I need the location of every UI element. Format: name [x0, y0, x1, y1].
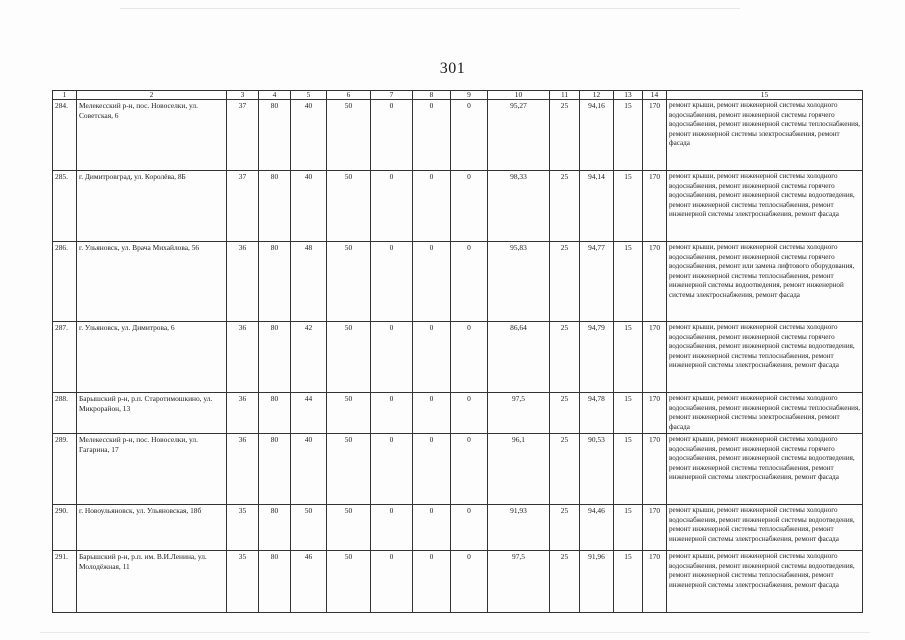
value-col-5: 40 [291, 171, 327, 242]
value-col-4: 80 [259, 551, 291, 613]
value-col-3: 36 [227, 242, 259, 322]
value-col-5: 40 [291, 100, 327, 171]
value-col-6: 50 [327, 505, 371, 551]
table-row [53, 393, 863, 434]
value-col-8: 0 [413, 242, 451, 322]
value-col-10: 96,1 [488, 434, 550, 505]
value-col-10: 86,64 [488, 322, 550, 393]
value-col-6: 50 [327, 393, 371, 434]
value-col-9: 0 [451, 322, 488, 393]
value-col-7: 0 [371, 551, 413, 613]
value-col-6: 50 [327, 434, 371, 505]
works-description: ремонт крыши, ремонт инженерной системы холодного водоснабжения, ремонт инженерной системы горячего водоснабжения, ремонт инженерной системы водоотведения, ремонт инженерной системы теплоснабжения, ремонт инженерной системы электроснабжения, ремонт фасада [667, 434, 863, 505]
value-col-6: 50 [327, 322, 371, 393]
value-col-7: 0 [371, 171, 413, 242]
value-col-8: 0 [413, 171, 451, 242]
value-col-5: 48 [291, 242, 327, 322]
works-description: ремонт крыши, ремонт инженерной системы холодного водоснабжения, ремонт инженерной системы горячего водоснабжения, ремонт инженерной системы водоотведения, ремонт инженерной системы теплоснабжения, ремонт инженерной системы электроснабжения, ремонт фасада [667, 171, 863, 242]
value-col-9: 0 [451, 242, 488, 322]
value-col-4: 80 [259, 322, 291, 393]
value-col-5: 50 [291, 505, 327, 551]
value-col-8: 0 [413, 322, 451, 393]
value-col-6: 50 [327, 171, 371, 242]
column-header-13: 13 [614, 91, 643, 100]
column-header-6: 6 [327, 91, 371, 100]
value-col-11: 25 [550, 322, 580, 393]
value-col-3: 37 [227, 100, 259, 171]
value-col-10: 95,27 [488, 100, 550, 171]
value-col-12: 91,96 [580, 551, 614, 613]
value-col-7: 0 [371, 322, 413, 393]
value-col-7: 0 [371, 505, 413, 551]
value-col-3: 35 [227, 505, 259, 551]
value-col-12: 94,14 [580, 171, 614, 242]
value-col-11: 25 [550, 100, 580, 171]
value-col-14: 170 [643, 434, 667, 505]
value-col-10: 95,83 [488, 242, 550, 322]
value-col-10: 98,33 [488, 171, 550, 242]
works-description: ремонт крыши, ремонт инженерной системы холодного водоснабжения, ремонт инженерной системы горячего водоснабжения, ремонт или замена лифтового оборудования, ремонт инженерной системы теплоснабжения, ремонт инженерной системы водоотведения, ремонт инженерной системы электроснабжения, ремонт фасада [667, 242, 863, 322]
value-col-3: 37 [227, 171, 259, 242]
table-row [53, 242, 863, 322]
address-cell: Мелекесский р-н, пос. Новоселки, ул. Советская, 6 [77, 100, 227, 171]
value-col-11: 25 [550, 551, 580, 613]
column-header-1: 1 [53, 91, 77, 100]
value-col-7: 0 [371, 242, 413, 322]
address-cell: г. Димитровград, ул. Королёва, 8Б [77, 171, 227, 242]
page-number: 301 [439, 60, 466, 77]
table-row [53, 100, 863, 171]
value-col-5: 40 [291, 434, 327, 505]
value-col-6: 50 [327, 100, 371, 171]
address-cell: Барышский р-н, р.п. им. В.И.Ленина, ул. Молодёжная, 11 [77, 551, 227, 613]
value-col-9: 0 [451, 505, 488, 551]
value-col-3: 36 [227, 434, 259, 505]
value-col-13: 15 [614, 434, 643, 505]
value-col-8: 0 [413, 551, 451, 613]
value-col-12: 94,77 [580, 242, 614, 322]
table-header-row [53, 91, 863, 100]
value-col-14: 170 [643, 322, 667, 393]
works-description: ремонт крыши, ремонт инженерной системы холодного водоснабжения, ремонт инженерной системы теплоснабжения, ремонт инженерной системы электроснабжения, ремонт фасада [667, 393, 863, 434]
table-row [53, 322, 863, 393]
table-row [53, 434, 863, 505]
value-col-9: 0 [451, 551, 488, 613]
value-col-11: 25 [550, 242, 580, 322]
column-header-7: 7 [371, 91, 413, 100]
table-row [53, 551, 863, 613]
column-header-4: 4 [259, 91, 291, 100]
address-cell: г. Ульяновск, ул. Димитрова, 6 [77, 322, 227, 393]
value-col-8: 0 [413, 505, 451, 551]
value-col-13: 15 [614, 393, 643, 434]
row-number: 290. [53, 505, 77, 551]
value-col-14: 170 [643, 551, 667, 613]
column-header-3: 3 [227, 91, 259, 100]
value-col-8: 0 [413, 434, 451, 505]
row-number: 285. [53, 171, 77, 242]
value-col-3: 36 [227, 322, 259, 393]
column-header-15: 15 [667, 91, 863, 100]
value-col-6: 50 [327, 242, 371, 322]
works-description: ремонт крыши, ремонт инженерной системы холодного водоснабжения, ремонт инженерной системы горячего водоснабжения, ремонт инженерной системы теплоснабжения, ремонт инженерной системы электроснабжения, ремонт фасада [667, 100, 863, 171]
value-col-9: 0 [451, 171, 488, 242]
value-col-5: 44 [291, 393, 327, 434]
row-number: 286. [53, 242, 77, 322]
value-col-7: 0 [371, 434, 413, 505]
works-description: ремонт крыши, ремонт инженерной системы холодного водоснабжения, ремонт инженерной системы водоотведения, ремонт инженерной системы теплоснабжения, ремонт инженерной системы электроснабжения, ремонт фасада [667, 551, 863, 613]
table-row [53, 505, 863, 551]
value-col-14: 170 [643, 393, 667, 434]
row-number: 287. [53, 322, 77, 393]
address-cell: Барышский р-н, р.п. Старотимошкино, ул. Микрорайон, 13 [77, 393, 227, 434]
value-col-9: 0 [451, 393, 488, 434]
value-col-12: 94,79 [580, 322, 614, 393]
value-col-5: 46 [291, 551, 327, 613]
value-col-13: 15 [614, 322, 643, 393]
column-header-11: 11 [550, 91, 580, 100]
value-col-12: 90,53 [580, 434, 614, 505]
value-col-13: 15 [614, 505, 643, 551]
value-col-10: 91,93 [488, 505, 550, 551]
column-header-2: 2 [77, 91, 227, 100]
table-body [53, 100, 863, 613]
value-col-8: 0 [413, 393, 451, 434]
column-header-10: 10 [488, 91, 550, 100]
value-col-4: 80 [259, 171, 291, 242]
value-col-4: 80 [259, 393, 291, 434]
value-col-13: 15 [614, 100, 643, 171]
value-col-10: 97,5 [488, 551, 550, 613]
row-number: 284. [53, 100, 77, 171]
value-col-14: 170 [643, 100, 667, 171]
value-col-4: 80 [259, 505, 291, 551]
column-header-14: 14 [643, 91, 667, 100]
row-number: 291. [53, 551, 77, 613]
value-col-11: 25 [550, 393, 580, 434]
column-header-8: 8 [413, 91, 451, 100]
table-row [53, 171, 863, 242]
row-number: 288. [53, 393, 77, 434]
address-cell: г. Ульяновск, ул. Врача Михайлова, 56 [77, 242, 227, 322]
value-col-14: 170 [643, 171, 667, 242]
value-col-11: 25 [550, 171, 580, 242]
value-col-4: 80 [259, 434, 291, 505]
value-col-4: 80 [259, 242, 291, 322]
address-cell: Мелекесский р-н, пос. Новоселки, ул. Гагарина, 17 [77, 434, 227, 505]
value-col-4: 80 [259, 100, 291, 171]
value-col-6: 50 [327, 551, 371, 613]
value-col-14: 170 [643, 505, 667, 551]
value-col-3: 36 [227, 393, 259, 434]
value-col-13: 15 [614, 171, 643, 242]
column-header-9: 9 [451, 91, 488, 100]
row-number: 289. [53, 434, 77, 505]
value-col-13: 15 [614, 551, 643, 613]
column-header-5: 5 [291, 91, 327, 100]
scan-artifact-top [120, 8, 740, 9]
value-col-11: 25 [550, 434, 580, 505]
value-col-10: 97,5 [488, 393, 550, 434]
value-col-5: 42 [291, 322, 327, 393]
data-table [52, 90, 863, 613]
value-col-12: 94,46 [580, 505, 614, 551]
scan-artifact-bottom [40, 632, 870, 633]
works-description: ремонт крыши, ремонт инженерной системы холодного водоснабжения, ремонт инженерной системы горячего водоснабжения, ремонт инженерной системы водоотведения, ремонт инженерной системы теплоснабжения, ремонт инженерной системы электроснабжения, ремонт фасада [667, 322, 863, 393]
column-header-12: 12 [580, 91, 614, 100]
address-cell: г. Новоульяновск, ул. Ульяновская, 18б [77, 505, 227, 551]
value-col-3: 35 [227, 551, 259, 613]
value-col-12: 94,78 [580, 393, 614, 434]
value-col-8: 0 [413, 100, 451, 171]
value-col-13: 15 [614, 242, 643, 322]
value-col-9: 0 [451, 100, 488, 171]
value-col-14: 170 [643, 242, 667, 322]
value-col-11: 25 [550, 505, 580, 551]
works-description: ремонт крыши, ремонт инженерной системы холодного водоснабжения, ремонт инженерной системы водоотведения, ремонт инженерной системы теплоснабжения, ремонт инженерной системы электроснабжения, ремонт фасада [667, 505, 863, 551]
value-col-12: 94,16 [580, 100, 614, 171]
value-col-9: 0 [451, 434, 488, 505]
value-col-7: 0 [371, 100, 413, 171]
value-col-7: 0 [371, 393, 413, 434]
